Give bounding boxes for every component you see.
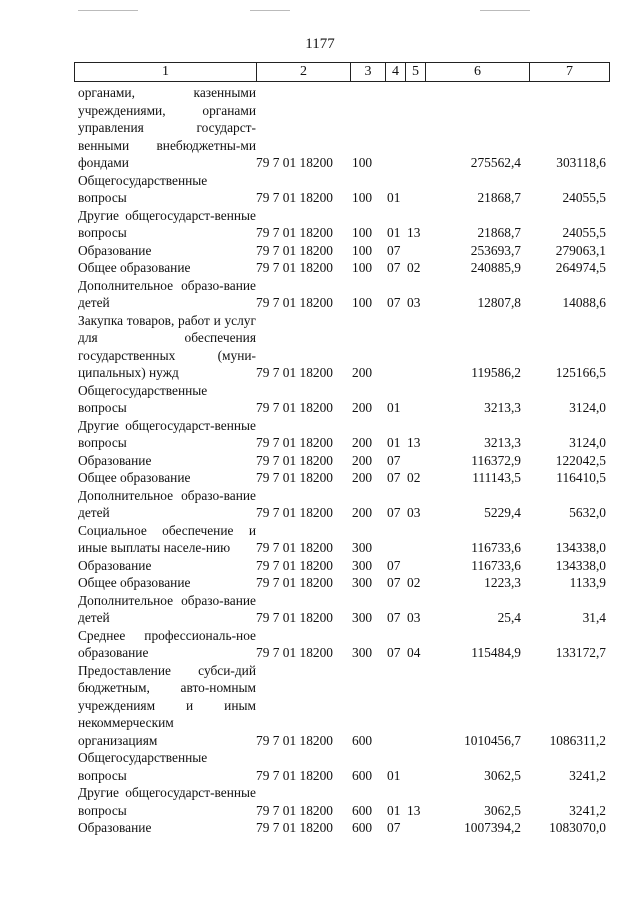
row-name: Дополнительное образо-вание детей: [78, 487, 256, 520]
row-amount-col7: 14088,6: [562, 295, 606, 310]
row-amount-col7: 122042,5: [555, 452, 606, 468]
row-name: Общегосударственные вопросы: [78, 382, 208, 415]
row-target-code: 79 7 01 18200: [256, 260, 333, 275]
scan-mark: [78, 10, 138, 11]
row-name: Дополнительное образо-вание детей: [78, 277, 256, 310]
row-expense-type: 600: [352, 820, 373, 835]
row-target-code: 79 7 01 18200: [256, 452, 333, 468]
row-amount-col7: 31,4: [582, 610, 606, 625]
row-amount-col7: 134338,0: [555, 557, 606, 573]
row-amount-col7: 303118,6: [556, 155, 606, 170]
row-target-code: 79 7 01 18200: [256, 470, 333, 485]
row-target-code: 79 7 01 18200: [256, 767, 333, 783]
row-amount-col7: 3241,2: [569, 767, 606, 783]
row-section: 07: [387, 260, 401, 275]
row-expense-type: 200: [352, 470, 373, 485]
row-amount-col7: 1133,9: [569, 575, 606, 590]
row-name: Общегосударственные вопросы: [78, 750, 208, 783]
table-header: [74, 62, 610, 82]
row-amount-col7: 24055,5: [562, 225, 606, 240]
row-expense-type: 200: [352, 400, 373, 415]
row-target-code: 79 7 01 18200: [256, 505, 333, 520]
row-section: 01: [387, 400, 401, 415]
row-amount-col6: 1010456,7: [464, 732, 521, 748]
row-name: Образование: [78, 820, 152, 835]
row-subsection: 13: [407, 802, 421, 818]
row-expense-type: 300: [352, 557, 373, 573]
row-subsection: 02: [407, 470, 421, 485]
row-amount-col6: 21868,7: [477, 190, 521, 205]
table-row: [78, 574, 608, 592]
row-amount-col6: 275562,4: [470, 155, 521, 170]
row-subsection: 02: [407, 260, 421, 275]
row-amount-col7: 3124,0: [569, 435, 606, 450]
table-row: [78, 749, 608, 784]
table-row: [78, 452, 608, 470]
row-target-code: 79 7 01 18200: [256, 575, 333, 590]
row-name: Образование: [78, 557, 152, 573]
row-expense-type: 100: [352, 155, 373, 170]
row-target-code: 79 7 01 18200: [256, 225, 333, 240]
row-section: 01: [387, 190, 401, 205]
row-name: Закупка товаров, работ и услуг для обеспечения государственных (муни-ципальных) нужд: [78, 312, 256, 380]
row-subsection: 13: [407, 435, 421, 450]
scan-mark: [480, 10, 530, 11]
row-expense-type: 600: [352, 732, 373, 748]
table-row: [78, 592, 608, 627]
column-header: 2: [257, 63, 351, 81]
column-header: 5: [406, 63, 426, 81]
row-amount-col6: 116733,6: [471, 557, 521, 573]
row-name: Образование: [78, 452, 152, 468]
row-amount-col6: 240885,9: [470, 260, 521, 275]
row-expense-type: 100: [352, 295, 373, 310]
table-row: [78, 784, 608, 819]
row-expense-type: 600: [352, 802, 373, 818]
row-name: Общее образование: [78, 470, 191, 485]
row-name: Другие общегосударст-венные вопросы: [78, 417, 256, 450]
row-target-code: 79 7 01 18200: [256, 435, 333, 450]
row-section: 07: [387, 295, 401, 310]
row-expense-type: 300: [352, 610, 373, 625]
row-expense-type: 200: [352, 435, 373, 450]
row-amount-col7: 134338,0: [555, 540, 606, 555]
row-expense-type: 100: [352, 225, 373, 240]
row-amount-col6: 1007394,2: [464, 820, 521, 835]
row-amount-col6: 12807,8: [477, 295, 521, 310]
table-row: [78, 819, 608, 837]
table-row: [78, 84, 608, 172]
table-row: [78, 557, 608, 575]
row-expense-type: 200: [352, 452, 373, 468]
row-name: Другие общегосударст-венные вопросы: [78, 207, 256, 240]
row-target-code: 79 7 01 18200: [256, 732, 333, 748]
row-subsection: 03: [407, 610, 421, 625]
table-row: [78, 242, 608, 260]
table-row: [78, 522, 608, 557]
table-row: [78, 172, 608, 207]
scan-mark: [250, 10, 290, 11]
budget-table: [78, 84, 608, 837]
table-row: [78, 627, 608, 662]
row-amount-col6: 3062,5: [484, 767, 521, 783]
row-amount-col6: 119586,2: [471, 365, 521, 380]
row-amount-col7: 125166,5: [555, 365, 606, 380]
row-section: 07: [387, 820, 401, 835]
row-expense-type: 100: [352, 190, 373, 205]
column-header: 7: [566, 64, 573, 79]
row-target-code: 79 7 01 18200: [256, 190, 333, 205]
table-row: [78, 469, 608, 487]
row-amount-col6: 1223,3: [484, 575, 521, 590]
row-section: 07: [387, 557, 401, 573]
row-amount-col7: 24055,5: [562, 190, 606, 205]
row-target-code: 79 7 01 18200: [256, 557, 333, 573]
row-name: Дополнительное образо-вание детей: [78, 592, 256, 625]
row-target-code: 79 7 01 18200: [256, 242, 333, 258]
row-subsection: 03: [407, 295, 421, 310]
row-section: 01: [387, 435, 401, 450]
column-header: 6: [426, 63, 530, 81]
row-name: Социальное обеспечение и иные выплаты населе-нию: [78, 522, 256, 555]
row-section: 07: [387, 505, 401, 520]
row-amount-col7: 116410,5: [556, 470, 606, 485]
row-amount-col6: 116372,9: [471, 452, 521, 468]
table-row: [78, 487, 608, 522]
row-target-code: 79 7 01 18200: [256, 365, 333, 380]
row-section: 07: [387, 470, 401, 485]
row-amount-col6: 111143,5: [472, 470, 521, 485]
row-subsection: 03: [407, 505, 421, 520]
row-amount-col6: 116733,6: [471, 540, 521, 555]
row-amount-col6: 115484,9: [471, 645, 521, 660]
row-target-code: 79 7 01 18200: [256, 802, 333, 818]
row-name: Общее образование: [78, 575, 191, 590]
row-target-code: 79 7 01 18200: [256, 400, 333, 415]
column-header: 1: [75, 63, 257, 81]
row-amount-col7: 133172,7: [555, 645, 606, 660]
row-amount-col6: 5229,4: [484, 505, 521, 520]
row-expense-type: 100: [352, 260, 373, 275]
row-amount-col6: 3213,3: [484, 400, 521, 415]
table-row: [78, 312, 608, 382]
table-row: [78, 382, 608, 417]
row-expense-type: 300: [352, 540, 373, 555]
row-subsection: 02: [407, 575, 421, 590]
row-amount-col6: 25,4: [497, 610, 521, 625]
row-name: Другие общегосударст-венные вопросы: [78, 785, 256, 818]
row-target-code: 79 7 01 18200: [256, 540, 333, 555]
row-section: 07: [387, 452, 401, 468]
row-amount-col6: 3213,3: [484, 435, 521, 450]
row-section: 07: [387, 610, 401, 625]
row-expense-type: 600: [352, 767, 373, 783]
row-expense-type: 100: [352, 242, 373, 258]
table-row: [78, 207, 608, 242]
row-amount-col7: 3241,2: [569, 802, 606, 818]
table-row: [78, 662, 608, 750]
row-target-code: 79 7 01 18200: [256, 610, 333, 625]
row-amount-col6: 3062,5: [484, 802, 521, 818]
row-expense-type: 200: [352, 365, 373, 380]
row-target-code: 79 7 01 18200: [256, 155, 333, 170]
table-row: [78, 417, 608, 452]
row-amount-col7: 1086311,2: [549, 732, 606, 748]
row-target-code: 79 7 01 18200: [256, 820, 333, 835]
row-section: 01: [387, 802, 401, 818]
row-expense-type: 300: [352, 575, 373, 590]
row-amount-col7: 3124,0: [569, 400, 606, 415]
row-name: Общегосударственные вопросы: [78, 172, 208, 205]
row-subsection: 13: [407, 225, 421, 240]
row-expense-type: 300: [352, 645, 373, 660]
row-name: Общее образование: [78, 260, 191, 275]
table-row: [78, 277, 608, 312]
row-amount-col7: 264974,5: [555, 260, 606, 275]
row-target-code: 79 7 01 18200: [256, 645, 333, 660]
row-section: 07: [387, 645, 401, 660]
row-name: Среднее профессиональ-ное образование: [78, 627, 256, 660]
row-name: органами, казенными учреждениями, органами управления государст-венными внебюджетны-ми фондами: [78, 85, 256, 170]
row-section: 07: [387, 242, 401, 258]
row-section: 01: [387, 225, 401, 240]
column-header: 4: [386, 63, 406, 81]
row-subsection: 04: [407, 645, 421, 660]
row-section: 01: [387, 767, 401, 783]
row-amount-col7: 279063,1: [555, 242, 606, 258]
row-section: 07: [387, 575, 401, 590]
row-amount-col7: 1083070,0: [549, 820, 606, 835]
table-row: [78, 259, 608, 277]
column-header: 3: [351, 63, 386, 81]
row-target-code: 79 7 01 18200: [256, 295, 333, 310]
row-amount-col7: 5632,0: [569, 505, 606, 520]
row-amount-col6: 21868,7: [477, 225, 521, 240]
page-number: 1177: [305, 36, 335, 52]
row-name: Образование: [78, 242, 152, 258]
row-name: Предоставление субси-дий бюджетным, авто-номным учреждениям и иным некоммерческим организациям: [78, 662, 256, 748]
row-amount-col6: 253693,7: [470, 242, 521, 258]
row-expense-type: 200: [352, 505, 373, 520]
